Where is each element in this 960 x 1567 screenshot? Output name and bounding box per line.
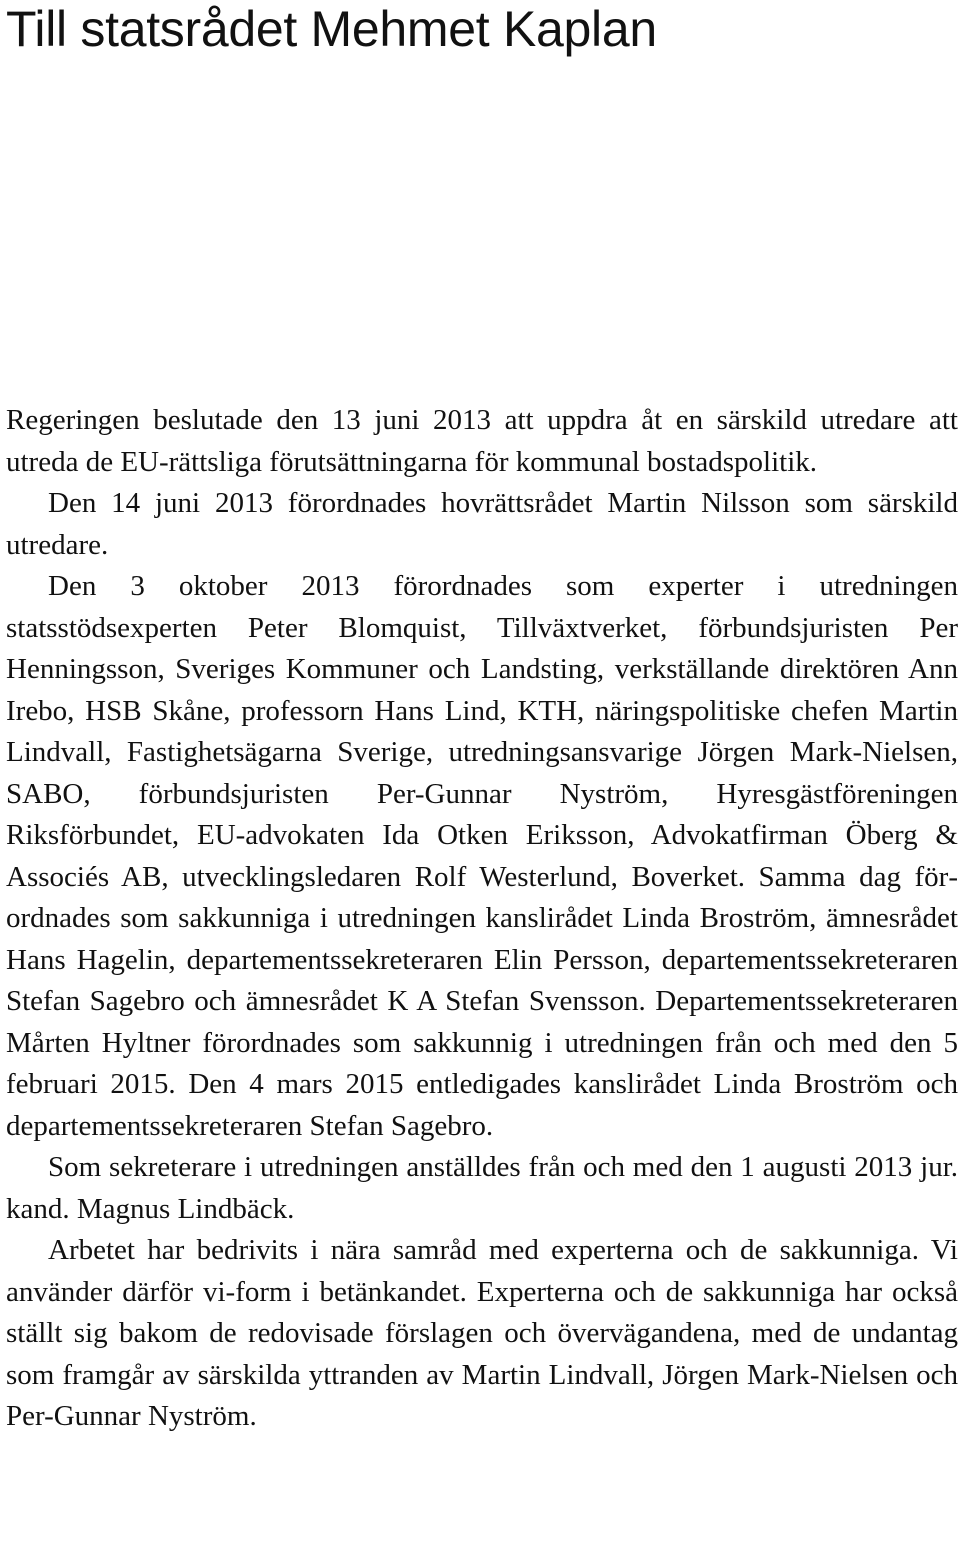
- document-body: [6, 400, 958, 1438]
- paragraph-secretary: Som sekreterare i utredningen anställdes från och med den 1 augusti 2013 jur. kand. Magnus Lindbäck.: [6, 1151, 958, 1225]
- paragraph-experts: Den 3 oktober 2013 förordnades som experter i utredningen statsstödsexperten Peter Blomquist, Tillväxtverket, förbundsjuristen Per Henningsson, Sveriges Kommuner och Landsting, verkställande direktören Ann Irebo, HSB Skåne, professorn Hans Lind, KTH, näringspolitiske chefen Martin Lindvall, Fastighetsägarna Sverige, utredningsansvarige Jörgen Mark-Nielsen, SABO, förbundsjuristen Per-Gunnar Nyström, Hyresgästföreningen Riksförbundet, EU-advokaten Ida Otken Eriksson, Advokatfirman Öberg & Associés AB, utvecklingsledaren Rolf Westerlund, Boverket. Samma dag förordnades som sakkunniga i utredningen kanslirådet Linda Broström, ämnesrådet Hans Hagelin, departementssekreteraren Elin Persson, departementssekreteraren Stefan Sagebro och ämnesrådet K A Stefan Svensson. Departementssekreteraren Mårten Hyltner förordnades som sakkunnig i utredningen från och med den 5 februari 2015. Den 4 mars 2015 entledigades kanslirådet Linda Broström och departementssekreteraren Stefan Sagebro.: [6, 570, 958, 1142]
- paragraph-investigator: Den 14 juni 2013 förordnades hovrättsrådet Martin Nilsson som särskild utredare.: [6, 487, 958, 561]
- paragraph-work-method: Arbetet har bedrivits i nära samråd med experterna och de sakkunniga. Vi använder därför vi-form i betänkandet. Experterna och de sakkunniga har också ställt sig bakom de redovisade förslagen och övervägandena, med de undantag som framgår av särskilda yttranden av Martin Lindvall, Jörgen Mark-Nielsen och Per-Gunnar Nyström.: [6, 1234, 958, 1432]
- paragraph-assignment: Regeringen beslutade den 13 juni 2013 att uppdra åt en särskild utredare att utreda de EU-rättsliga förutsättningarna för kommunal bostadspolitik.: [6, 404, 958, 478]
- document-title: Till statsrådet Mehmet Kaplan: [6, 1, 657, 57]
